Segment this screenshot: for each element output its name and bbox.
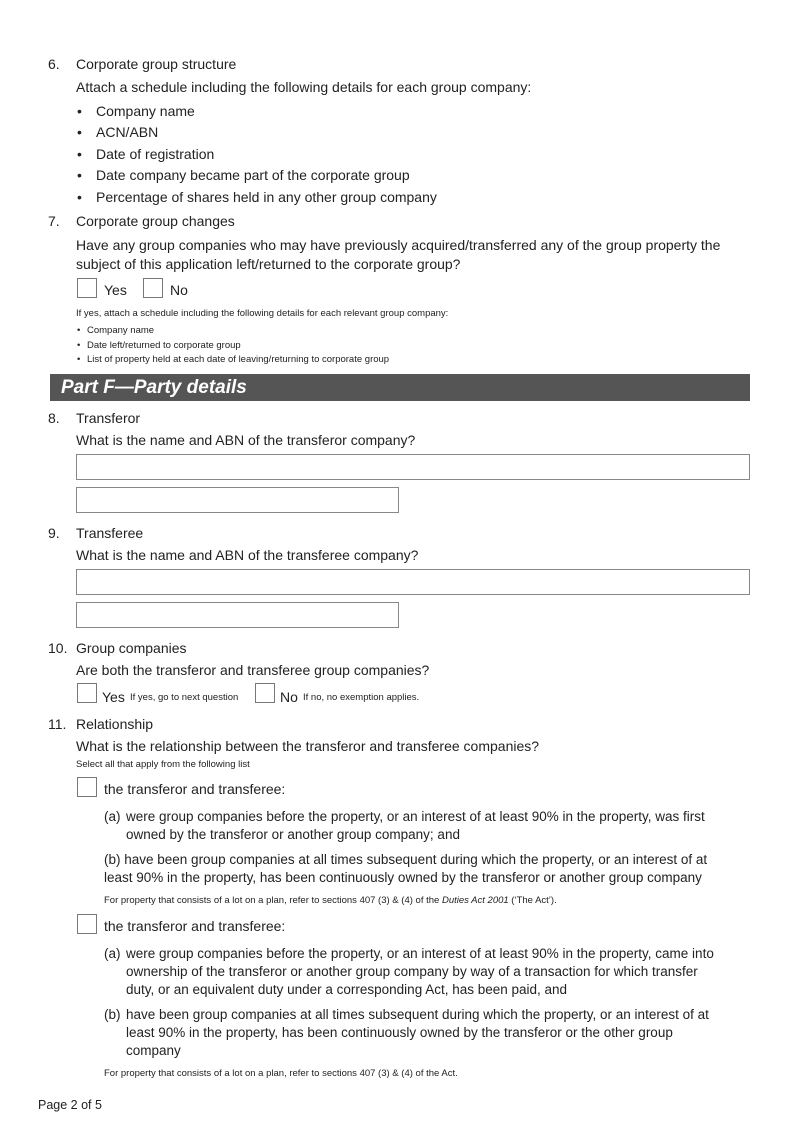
duties-act-title: Duties Act 2001 — [441, 895, 509, 906]
q10-no-checkbox[interactable] — [255, 683, 275, 703]
q7-yes-checkbox[interactable] — [77, 278, 97, 298]
q10-yes-note: If yes, go to next question — [130, 692, 239, 703]
page-number: Page 2 of 5 — [38, 1098, 102, 1112]
q6-bullet: • Company name — [96, 102, 195, 120]
q7-title: Corporate group changes — [76, 213, 235, 229]
q11-option2-a-line: ownership of the transferor or another group company by way of a transaction for which transfer — [126, 964, 698, 979]
q11-option2-b-line: least 90% in the property, has been continuously owned by the transferor or the other group — [126, 1025, 673, 1040]
q7-note-bullet: • Date left/returned to corporate group — [87, 339, 241, 352]
q7-question-line: Have any group companies who may have previously acquired/transferred any of the group property the — [76, 237, 721, 253]
q6-number: 6. — [48, 56, 60, 72]
part-f-banner — [50, 374, 750, 401]
q11-option1-note: For property that consists of a lot on a plan, refer to sections 407 (3) & (4) of the Duties Act 2001 (‘The Act’). — [104, 895, 557, 906]
q11-select-note: Select all that apply from the following list — [76, 759, 250, 770]
q11-option2-label: the transferor and transferee: — [104, 918, 286, 934]
q7-note: If yes, attach a schedule including the following details for each relevant group company: — [76, 308, 449, 319]
q8-title: Transferor — [76, 410, 141, 426]
q10-yes-label: Yes — [102, 689, 125, 705]
q11-option1-b-line: least 90% in the property, has been continuously owned by the transferor or another group company — [104, 870, 702, 885]
q11-option2-a-line: duty, or an equivalent duty under a corresponding Act, has been paid, and — [126, 982, 568, 997]
q9-question: What is the name and ABN of the transferee company? — [76, 547, 419, 563]
q11-option2-note: For property that consists of a lot on a plan, refer to sections 407 (3) & (4) of the Act. — [104, 1068, 458, 1079]
q11-option1-a-line: were group companies before the property, or an interest of at least 90% in the property, was first — [126, 809, 705, 824]
q11-option1-a-line: owned by the transferor or another group company; and — [126, 827, 460, 842]
q6-bullet: • ACN/ABN — [96, 123, 158, 141]
q11-option2-b-marker: (b) — [104, 1007, 121, 1022]
q7-number: 7. — [48, 213, 60, 229]
transferor-abn-field[interactable] — [76, 487, 399, 513]
part-f-title: Part F—Party details — [61, 377, 247, 398]
q7-yes-label: Yes — [104, 282, 127, 298]
transferee-name-field[interactable] — [76, 569, 750, 595]
q10-no-label: No — [280, 689, 298, 705]
q11-question: What is the relationship between the transferor and transferee companies? — [76, 738, 540, 754]
q7-no-checkbox[interactable] — [143, 278, 163, 298]
q11-option2-a-marker: (a) — [104, 946, 121, 961]
q9-title: Transferee — [76, 525, 144, 541]
q8-question: What is the name and ABN of the transferor company? — [76, 432, 416, 448]
q6-bullet: • Percentage of shares held in any other group company — [96, 188, 437, 206]
q6-bullet: • Date company became part of the corporate group — [96, 166, 410, 184]
q6-title: Corporate group structure — [76, 56, 237, 72]
q11-option2-b-line: have been group companies at all times subsequent during which the property, or an interest of at — [126, 1007, 709, 1022]
transferor-name-field[interactable] — [76, 454, 750, 480]
q11-option2-b-line: company — [126, 1043, 181, 1058]
q11-option1-b-line: (b) have been group companies at all times subsequent during which the property, or an interest of at — [104, 852, 708, 867]
q8-number: 8. — [48, 410, 60, 426]
q10-no-note: If no, no exemption applies. — [303, 692, 420, 703]
q11-option2-a-line: were group companies before the property, or an interest of at least 90% in the property, came into — [126, 946, 714, 961]
q11-option1-a-marker: (a) — [104, 809, 121, 824]
q11-option2-checkbox[interactable] — [77, 914, 97, 934]
q11-number: 11. — [48, 716, 67, 732]
q7-no-label: No — [170, 282, 188, 298]
q6-instruction: Attach a schedule including the following details for each group company: — [76, 79, 532, 95]
q7-note-bullet: • Company name — [87, 324, 154, 337]
q7-note-bullet: • List of property held at each date of leaving/returning to corporate group — [87, 353, 389, 366]
q10-question: Are both the transferor and transferee group companies? — [76, 662, 430, 678]
q7-question-line: subject of this application left/returned to the corporate group? — [76, 256, 461, 272]
q9-number: 9. — [48, 525, 60, 541]
q10-number: 10. — [48, 640, 68, 656]
q11-option1-checkbox[interactable] — [77, 777, 97, 797]
q10-title: Group companies — [76, 640, 187, 656]
q10-yes-checkbox[interactable] — [77, 683, 97, 703]
transferee-abn-field[interactable] — [76, 602, 399, 628]
q11-option1-label: the transferor and transferee: — [104, 781, 286, 797]
q6-bullet: • Date of registration — [96, 145, 214, 163]
q11-title: Relationship — [76, 716, 154, 732]
